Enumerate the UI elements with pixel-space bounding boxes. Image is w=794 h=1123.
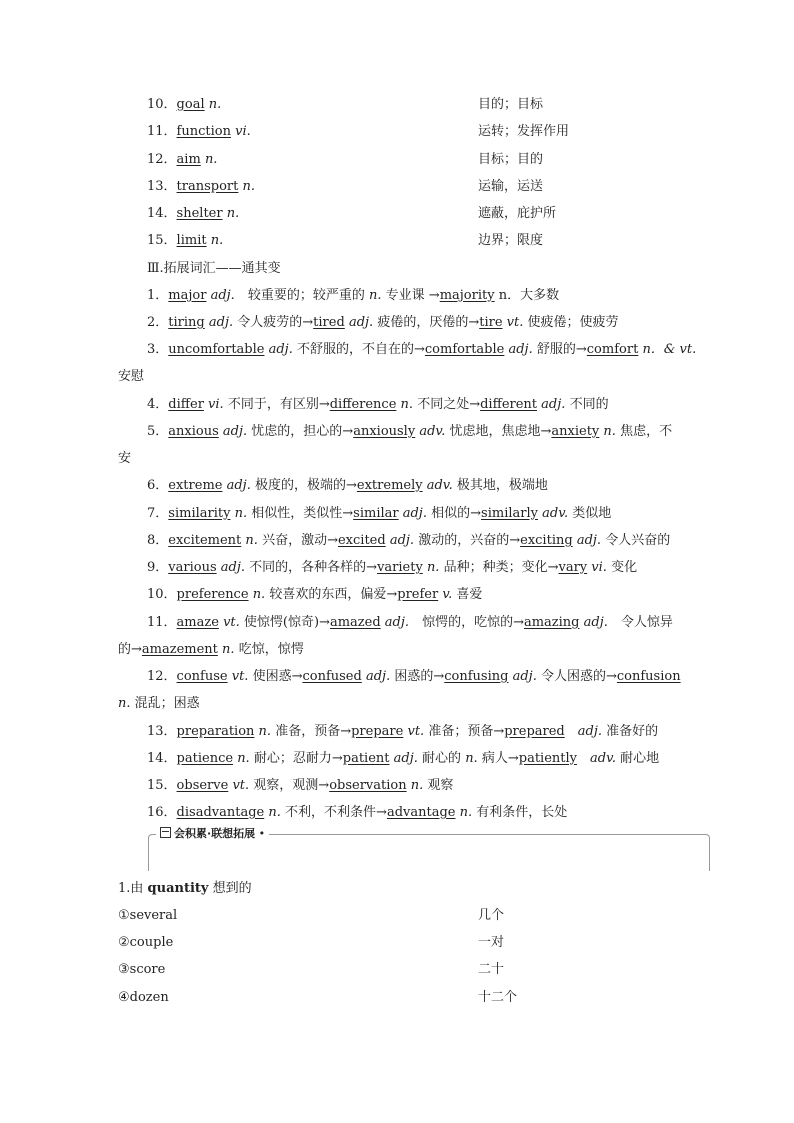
assoc-meaning: 十二个 [478,990,518,1005]
ext-item-12: 12．confuse vt. 使困惑→confused adj. 困惑的→confusing adj. 令人困惑的→confusion [147,669,681,684]
vocab-meaning: 遮蔽，庇护所 [478,206,557,221]
ext-item-7: 7．similarity n. 相似性，类似性→similar adj. 相似的→similarly adv. 类似地 [147,506,612,521]
vocab-item: 13．transport n. [147,179,256,194]
ext-item-9: 9．various adj. 不同的，各种各样的→variety n. 品种；种类；变化→vary vi. 变化 [147,560,638,575]
ext-item-12-cont: n. 混乱；困惑 [118,696,200,711]
assoc-meaning: 二十 [478,962,505,977]
assoc-meaning: 几个 [478,908,505,923]
assoc-word: ①several [118,908,178,923]
ext-item-8: 8．excitement n. 兴奋，激动→excited adj. 激动的，兴奋的→exciting adj. 令人兴奋的 [147,533,671,548]
ext-item-3-cont: 安慰 [118,369,145,384]
vocab-item: 11．function vi. [147,124,251,139]
ext-item-14: 14．patience n. 耐心；忍耐力→patient adj. 耐心的 n. 病人→patiently adv. 耐心地 [147,751,660,766]
box-label: 会积累·联想拓展 • [156,826,269,842]
ext-item-5-cont: 安 [118,451,132,466]
ext-item-1: 1．major adj. 较重要的；较严重的 n. 专业课 →majority n．大多数 [147,288,560,303]
ext-item-6: 6．extreme adj. 极度的，极端的→extremely adv. 极其地，极端地 [147,478,548,493]
ext-item-4: 4．differ vi. 不同于，有区别→difference n. 不同之处→different adj. 不同的 [147,397,609,412]
section-title: Ⅲ.拓展词汇——通其变 [147,261,281,276]
assoc-word: ②couple [118,935,174,950]
ext-item-11: 11．amaze vt. 使惊愕(惊奇)→amazed adj. 惊愕的，吃惊的→amazing adj. 令人惊异 [147,615,673,630]
ext-item-11-cont: 的→amazement n. 吃惊，惊愕 [118,642,304,657]
ext-item-3: 3．uncomfortable adj. 不舒服的，不自在的→comfortable adj. 舒服的→comfort n．& vt. [147,342,697,357]
vocab-item: 10．goal n. [147,97,222,112]
assoc-meaning: 一对 [478,935,505,950]
vocab-meaning: 运转；发挥作用 [478,124,570,139]
vocab-meaning: 边界；限度 [478,233,544,248]
vocab-meaning: 目标；目的 [478,152,544,167]
ext-item-5: 5．anxious adj. 忧虑的，担心的→anxiously adv. 忧虑地，焦虑地→anxiety n. 焦虑，不 [147,424,673,439]
assoc-word: ③score [118,962,166,977]
ext-item-16: 16．disadvantage n. 不利，不利条件→advantage n. 有利条件，长处 [147,805,568,820]
ext-item-2: 2．tiring adj. 令人疲劳的→tired adj. 疲倦的，厌倦的→tire vt. 使疲倦；使疲劳 [147,315,619,330]
assoc-word: ④dozen [118,990,169,1005]
ext-item-13: 13．preparation n. 准备，预备→prepare vt. 准备；预备→prepared adj. 准备好的 [147,724,659,739]
minus-box-icon [160,827,171,838]
vocab-item: 12．aim n. [147,152,218,167]
vocab-item: 14．shelter n. [147,206,240,221]
ext-item-10: 10．preference n. 较喜欢的东西，偏爱→prefer v. 喜爱 [147,587,483,602]
assoc-title: 1.由 quantity 想到的 [118,881,252,896]
vocab-meaning: 目的；目标 [478,97,544,112]
ext-item-15: 15．observe vt. 观察，观测→observation n. 观察 [147,778,454,793]
vocab-meaning: 运输，运送 [478,179,544,194]
vocab-item: 15．limit n. [147,233,224,248]
